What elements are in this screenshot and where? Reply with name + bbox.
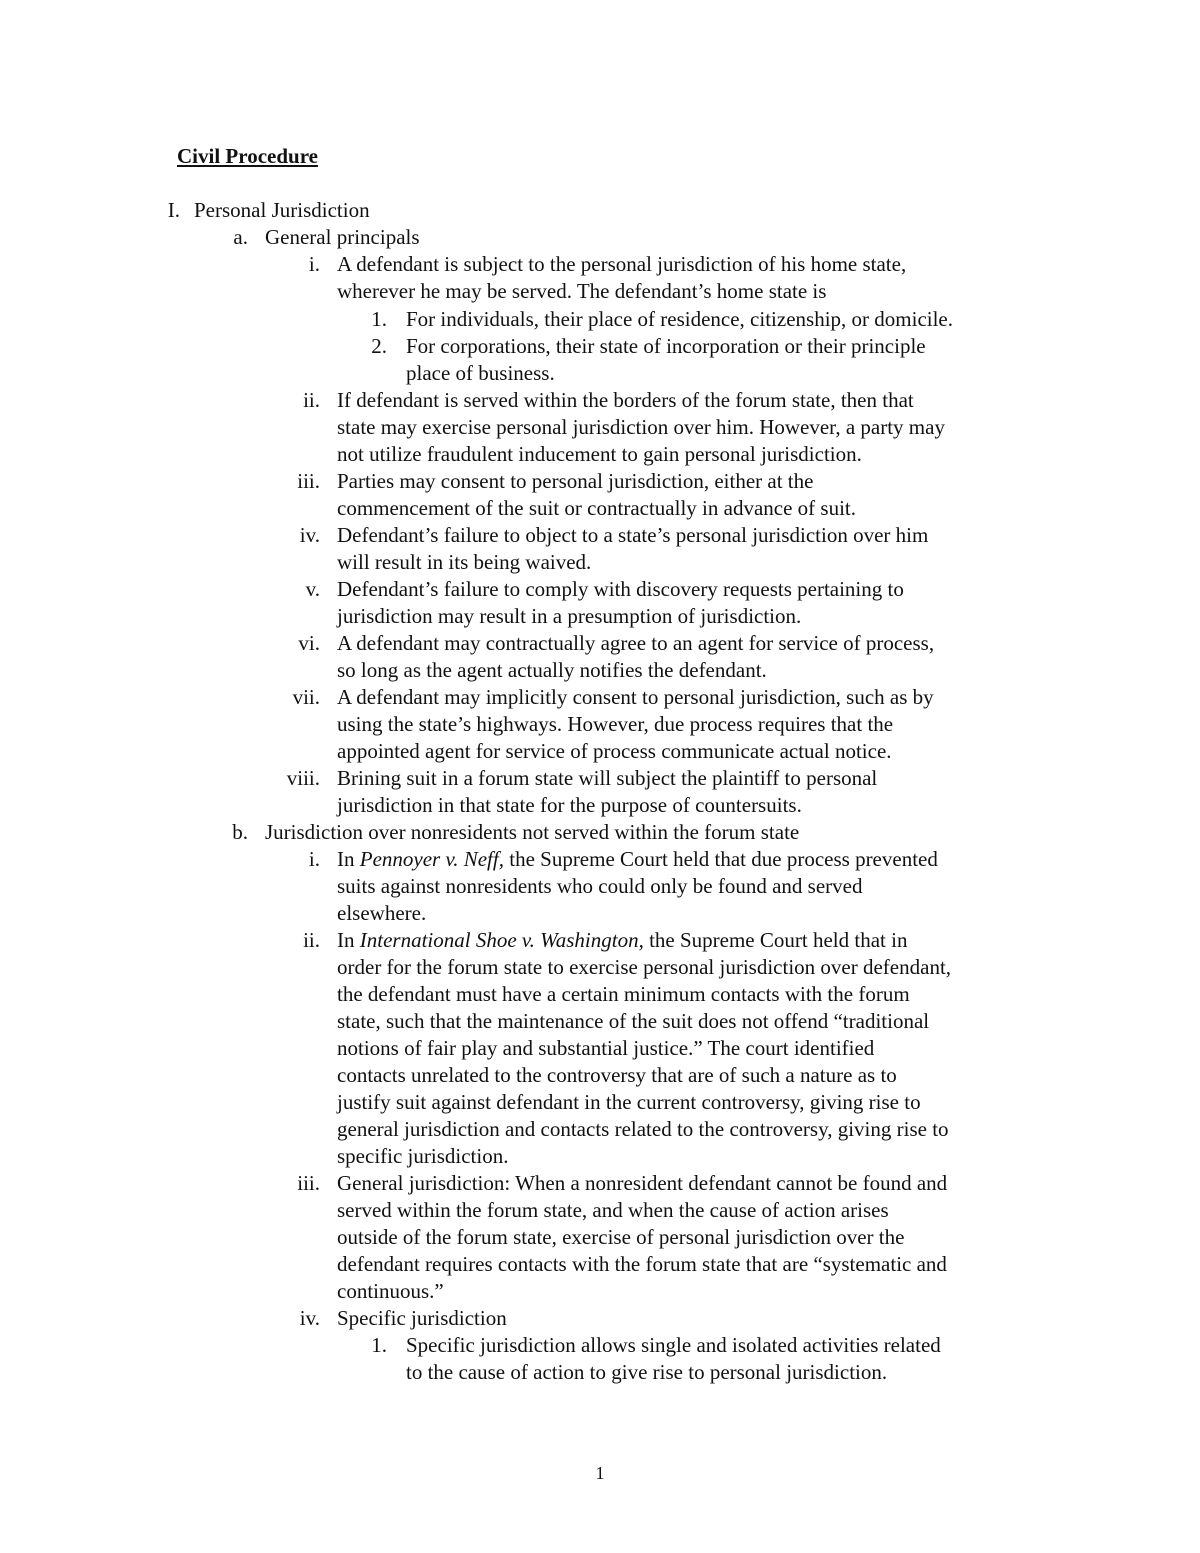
- outline-item-b-i: [250, 846, 1040, 927]
- outline-marker: I.: [167, 198, 180, 222]
- outline-item-b-ii: [250, 927, 1040, 1170]
- outline-item-a-vii: [250, 684, 1040, 765]
- outline-text: Parties may consent to personal jurisdiction, either at the commencement of the suit or contractually in advance of suit.: [337, 469, 856, 520]
- case-name: Pennoyer v. Neff,: [359, 847, 504, 871]
- outline-text: A defendant may implicitly consent to personal jurisdiction, such as by using the state’s highways. However, due process requires that the appointed agent for service of process communicate actual notice.: [337, 685, 934, 763]
- text-prefix: In: [337, 847, 360, 871]
- outline-text: A defendant may contractually agree to an agent for service of process, so long as the agent actually notifies the defendant.: [337, 631, 935, 682]
- outline-text: [337, 846, 1040, 927]
- outline-text: [337, 927, 1040, 1170]
- outline-item-a-iii: [250, 468, 1040, 522]
- outline-marker: a.: [233, 225, 248, 249]
- outline-item-a-i: [250, 251, 1040, 305]
- outline-marker: b.: [232, 820, 248, 844]
- outline-marker: ii.: [303, 928, 320, 952]
- case-name: International Shoe v. Washington,: [359, 928, 644, 952]
- outline-item-a-i-2: [340, 333, 1040, 387]
- outline-text: General jurisdiction: When a nonresident defendant cannot be found and served within the forum state, and when the cause of action arises outside of the forum state, exercise of personal jurisdiction over the defendant requires contacts with the forum state that are “systematic and continuous.”: [337, 1171, 948, 1303]
- outline-text: Defendant’s failure to comply with discovery requests pertaining to jurisdiction may result in a presumption of jurisdiction.: [337, 577, 904, 628]
- outline-text: Personal Jurisdiction: [194, 198, 370, 222]
- outline-item-a-viii: [250, 765, 1040, 819]
- outline-marker: iv.: [299, 523, 320, 547]
- outline-marker: 1.: [371, 307, 387, 331]
- outline-marker: 2.: [371, 334, 387, 358]
- outline-marker: ii.: [303, 388, 320, 412]
- outline-item-I: [140, 197, 1040, 224]
- outline-text: For individuals, their place of residence, citizenship, or domicile.: [406, 307, 954, 331]
- outline-text: Defendant’s failure to object to a state’s personal jurisdiction over him will result in its being waived.: [337, 523, 929, 574]
- text-prefix: In: [337, 928, 360, 952]
- outline-item-b: [200, 819, 1040, 846]
- outline-marker: vii.: [292, 685, 320, 709]
- outline-marker: viii.: [286, 766, 320, 790]
- outline-text: Specific jurisdiction allows single and isolated activities related to the cause of action to give rise to personal jurisdiction.: [406, 1333, 941, 1384]
- outline-marker: 1.: [371, 1333, 387, 1357]
- outline-item-a-i-1: [340, 306, 1040, 333]
- outline-item-b-iv-1: [340, 1332, 1040, 1386]
- outline-text: Brining suit in a forum state will subject the plaintiff to personal jurisdiction in that state for the purpose of countersuits.: [337, 766, 878, 817]
- outline-item-a-iv: [250, 522, 1040, 576]
- outline-item-b-iii: [250, 1170, 1040, 1305]
- outline-item-a-ii: [250, 387, 1040, 468]
- page-number: 1: [595, 1463, 605, 1483]
- document-title: Civil Procedure: [177, 144, 318, 168]
- outline-marker: iii.: [297, 1171, 320, 1195]
- outline-text: For corporations, their state of incorporation or their principle place of business.: [406, 334, 926, 385]
- outline-marker: iii.: [297, 469, 320, 493]
- outline-marker: vi.: [298, 631, 320, 655]
- outline-item-a-v: [250, 576, 1040, 630]
- outline-text: General principals: [265, 225, 420, 249]
- outline-text: A defendant is subject to the personal jurisdiction of his home state, wherever he may be served. The defendant’s home state is: [337, 252, 907, 303]
- text-rest: the Supreme Court held that due process prevented suits against nonresidents who could only be found and served elsewhere.: [337, 847, 938, 925]
- outline-marker: v.: [305, 577, 320, 601]
- outline-item-a-vi: [250, 630, 1040, 684]
- text-rest: the Supreme Court held that in order for the forum state to exercise personal jurisdiction over defendant, the defendant must have a certain minimum contacts with the forum state, such that the maintenance of the suit does not offend “traditional notions of fair play and substantial justice.” The court identified contacts unrelated to the controversy that are of such a nature as to justify suit against defendant in the current controversy, giving rise to general jurisdiction and contacts related to the controversy, giving rise to specific jurisdiction.: [337, 928, 952, 1168]
- outline-item-b-iv: [250, 1305, 1040, 1332]
- outline-text: If defendant is served within the borders of the forum state, then that state may exercise personal jurisdiction over him. However, a party may not utilize fraudulent inducement to gain personal jurisdiction.: [337, 388, 945, 466]
- outline-marker: i.: [308, 847, 320, 871]
- outline-text: Jurisdiction over nonresidents not served within the forum state: [265, 820, 800, 844]
- outline-item-a: [200, 224, 1040, 251]
- outline-marker: iv.: [299, 1306, 320, 1330]
- outline-text: Specific jurisdiction: [337, 1306, 507, 1330]
- outline-marker: i.: [308, 252, 320, 276]
